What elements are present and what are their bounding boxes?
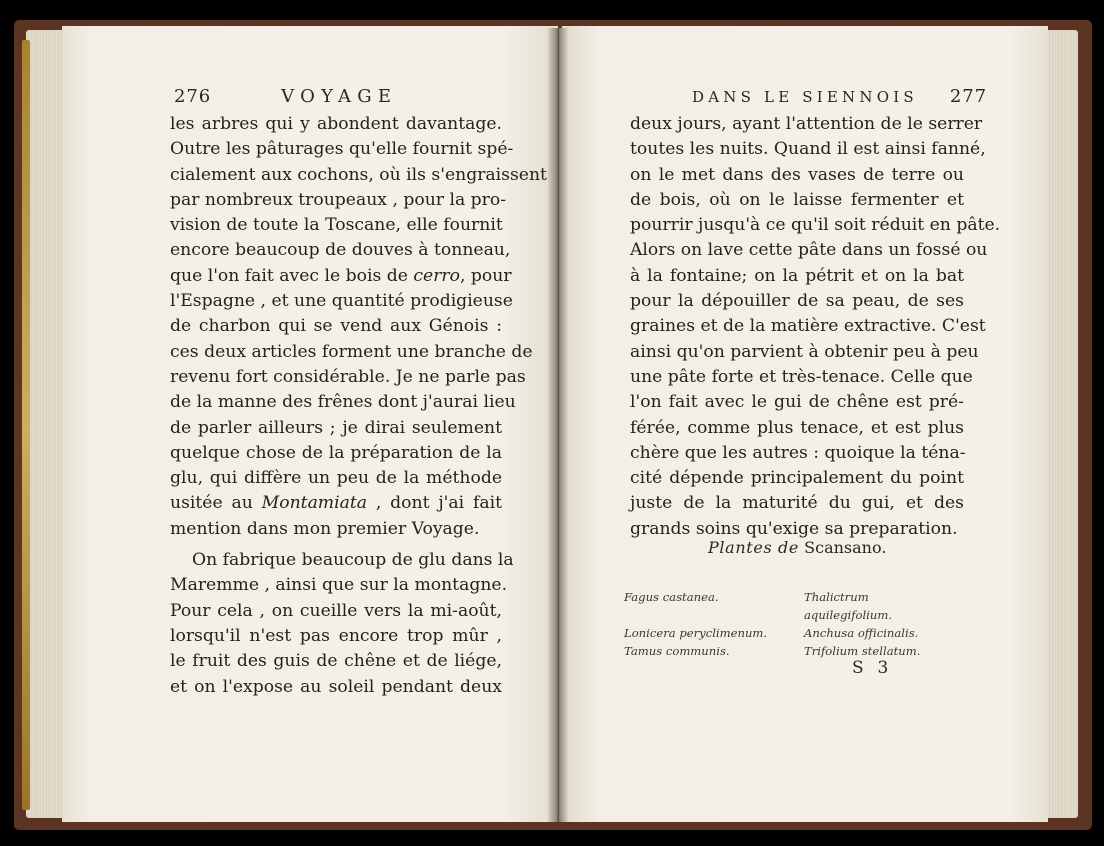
right-page (562, 26, 1048, 822)
text-line: juste de la maturité du gui, et des (630, 493, 964, 514)
text-line: le fruit des guis de chêne et de liége, (170, 651, 502, 672)
right-text-block (630, 112, 1001, 542)
page-edges-left (26, 30, 64, 818)
text-line: lorsqu'il n'est pas encore trop mûr , (170, 625, 502, 646)
plant-name: Trifolium stellatum. (804, 644, 921, 658)
text-line: l'on fait avec le gui de chêne est pré- (630, 392, 964, 413)
text-line: par nombreux troupeaux , pour la pro- (170, 189, 507, 210)
text-line: ainsi qu'on parvient à obtenir peu à peu (630, 341, 979, 362)
plant-name: Thalictrum aquilegifolium. (804, 590, 893, 622)
text-line: glu, qui diffère un peu de la méthode (170, 468, 502, 489)
text-line: revenu fort considérable. Je ne parle pas (170, 366, 526, 387)
plant-row (624, 642, 954, 660)
plant-row (624, 588, 954, 624)
plant-row (624, 624, 954, 642)
text-line: encore beaucoup de douves à tonneau, (170, 240, 511, 261)
text-line: quelque chose de la préparation de la (170, 442, 502, 463)
text-line: l'Espagne , et une quantité prodigieuse (170, 291, 513, 312)
plant-name: Lonicera peryclimenum. (624, 626, 768, 640)
left-running-head (174, 86, 397, 107)
italic-term: cerro (413, 265, 460, 286)
text-line: chère que les autres : quoique la téna- (630, 442, 966, 463)
text-line: de bois, où on le laisse fermenter et (630, 189, 964, 210)
text-line: graines et de la matière extractive. C'est (630, 316, 986, 337)
text-line: grands soins qu'exige sa preparation. (630, 518, 958, 539)
gilt-edge (22, 40, 30, 810)
text-line: que l'on fait avec le bois de cerro, pour (170, 265, 512, 286)
page-edges-right (1046, 30, 1078, 818)
plant-name: Fagus castanea. (624, 590, 719, 604)
text-line: Outre les pâturages qu'elle fournit spé- (170, 139, 514, 160)
text-line: de la manne des frênes dont j'aurai lieu (170, 392, 516, 413)
text-line: usitée au Montamiata , dont j'ai fait (170, 493, 502, 514)
section-heading-roman: Scansano. (804, 538, 887, 557)
left-page-number: 276 (174, 86, 212, 107)
left-page (62, 26, 558, 822)
text-line: vision de toute la Toscane, elle fournit (170, 215, 503, 236)
text-line: Alors on lave cette pâte dans un fossé ou (630, 240, 988, 261)
text-line: toutes les nuits. Quand il est ainsi fanné, (630, 139, 986, 160)
right-running-title: DANS LE SIENNOIS (692, 88, 918, 106)
plant-name: Anchusa officinalis. (804, 626, 919, 640)
text-line: de parler ailleurs ; je dirai seulement (170, 417, 502, 438)
plant-list (624, 588, 954, 660)
text-line: Pour cela , on cueille vers la mi-août, (170, 600, 502, 621)
section-heading (708, 538, 886, 557)
left-text-block (170, 112, 547, 700)
text-line: cialement aux cochons, où ils s'engraissent (170, 164, 547, 185)
text-line: pourrir jusqu'à ce qu'il soit réduit en pâte. (630, 215, 1001, 236)
italic-term: Montamiata (261, 493, 368, 514)
right-page-number: 277 (949, 86, 987, 107)
text-line: cité dépende principalement du point (630, 468, 964, 489)
plant-name: Tamus communis. (624, 644, 730, 658)
text-line: férée, comme plus tenace, et est plus (630, 417, 964, 438)
text-line: ces deux articles forment une branche de (170, 341, 533, 362)
text-line: une pâte forte et très-tenace. Celle que (630, 366, 973, 387)
section-heading-italic: Plantes de (708, 538, 800, 557)
text-line: deux jours, ayant l'attention de le serrer (630, 114, 983, 134)
text-line: les arbres qui y abondent davantage. (170, 114, 502, 134)
text-line: de charbon qui se vend aux Génois : (170, 316, 502, 337)
text-line: et on l'expose au soleil pendant deux (170, 676, 502, 697)
signature-mark: S 3 (852, 658, 893, 678)
right-running-head (692, 86, 987, 107)
left-running-title: VOYAGE (281, 86, 398, 107)
text-line: Maremme , ainsi que sur la montagne. (170, 575, 508, 596)
book-gutter (548, 28, 568, 822)
text-line: pour la dépouiller de sa peau, de ses (630, 291, 964, 312)
text-line: mention dans mon premier Voyage. (170, 518, 480, 539)
text-line: à la fontaine; on la pétrit et on la bat (630, 265, 964, 286)
text-line: On fabrique beaucoup de glu dans la (192, 550, 514, 571)
text-line: on le met dans des vases de terre ou (630, 164, 964, 185)
